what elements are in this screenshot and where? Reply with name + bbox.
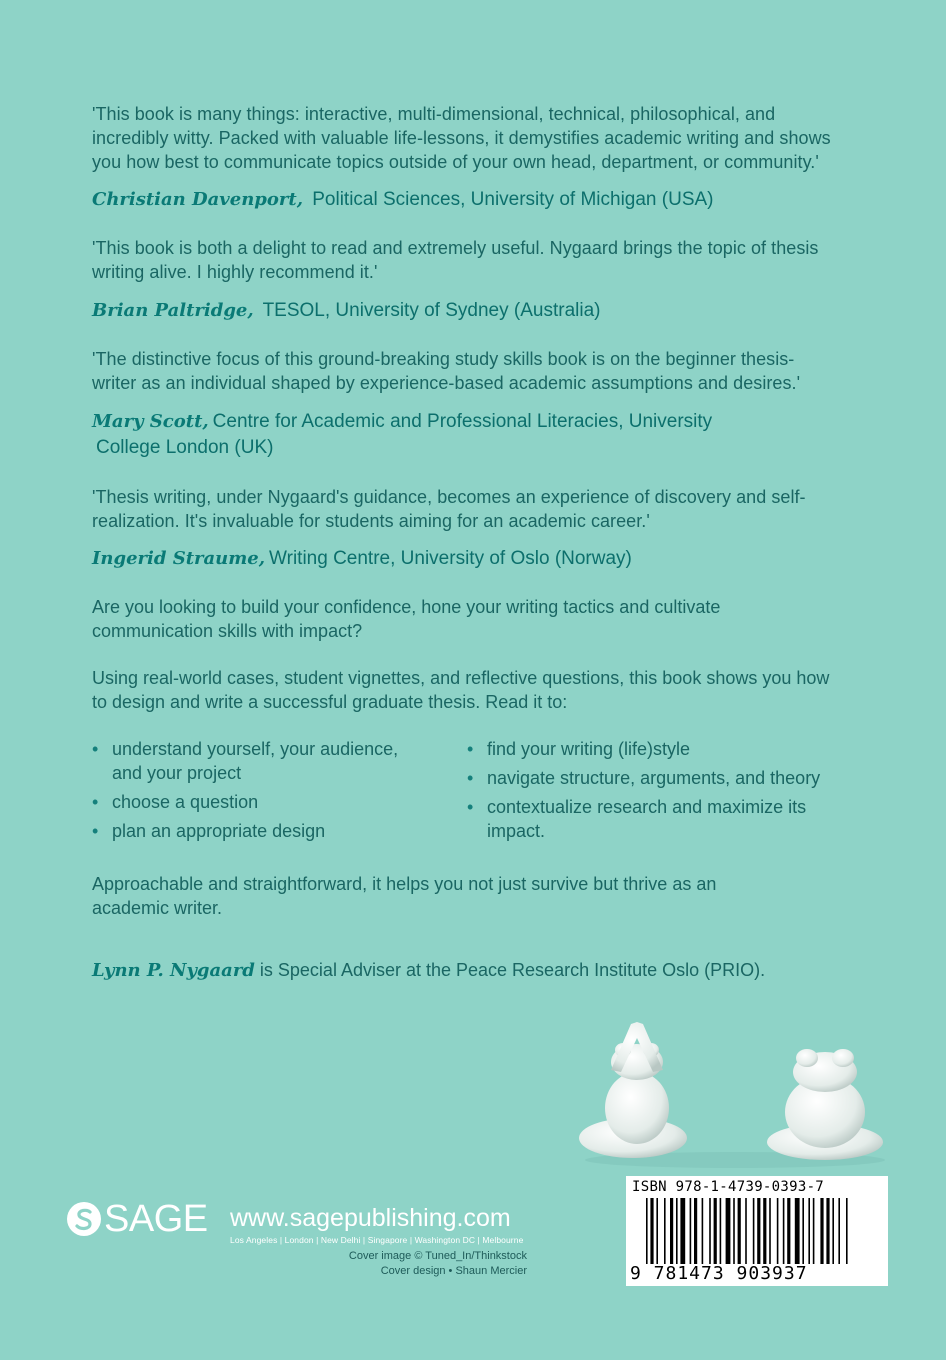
- bullet-list-left: [92, 737, 422, 848]
- barcode-bars: [646, 1198, 882, 1264]
- endorsement-quote-1: 'This book is many things: interactive, multi-dimensional, technical, philosophical, and incredibly witty. Packed with valuable life-lessons, it demystifies academic writing and shows you how best to communicate topics outside of your own head, department, or community.': [92, 104, 831, 172]
- endorser-affiliation: Writing Centre, University of Oslo (Norway): [269, 548, 632, 569]
- endorser-name: Ingerid Straume,: [92, 548, 266, 569]
- cover-image-credit: Cover image © Tuned_In/Thinkstock: [348, 1250, 527, 1262]
- endorser-name: Brian Paltridge,: [92, 300, 254, 321]
- bullet-icon: •: [92, 792, 99, 812]
- sage-logo-text: SAGE: [104, 1198, 208, 1240]
- barcode-digits: 9 781473 903937: [630, 1263, 808, 1284]
- bullet-icon: •: [467, 797, 474, 817]
- bullet-icon: •: [467, 739, 474, 759]
- endorser-name: Christian Davenport,: [92, 189, 303, 210]
- list-item: • choose a question: [92, 792, 259, 812]
- endorsement-quote-4: 'Thesis writing, under Nygaard's guidance, becomes an experience of discovery and self-realization. It's invaluable for students aiming for an academic career.': [92, 487, 806, 531]
- author-bio: [92, 958, 765, 983]
- endorser-affiliation: Centre for Academic and Professional Literacies, University: [212, 411, 713, 432]
- cover-design-credit: Cover design • Shaun Mercier: [380, 1265, 527, 1277]
- blurb-usage: Using real-world cases, student vignettes, and reflective questions, this book shows you how to design and write a successful graduate thesis. Read it to:: [92, 668, 830, 712]
- list-item: • find your writing (life)style: [467, 739, 691, 759]
- publisher-block: [66, 1198, 546, 1288]
- bullet-icon: •: [92, 821, 99, 841]
- list-item: • understand yourself, your audience, and your project: [92, 739, 399, 783]
- isbn-barcode: [626, 1176, 888, 1286]
- bullet-icon: •: [467, 768, 474, 788]
- list-item: • navigate structure, arguments, and theory: [467, 768, 821, 788]
- author-name: Lynn P. Nygaard: [92, 960, 255, 981]
- publisher-url[interactable]: www.sagepublishing.com: [230, 1204, 511, 1232]
- bullet-list-right: [467, 737, 837, 848]
- endorser-affiliation: Political Sciences, University of Michigan (USA): [312, 189, 714, 210]
- publisher-cities: Los Angeles | London | New Delhi | Singapore | Washington DC | Melbourne: [230, 1235, 524, 1245]
- endorsement-quote-2: 'This book is both a delight to read and extremely useful. Nygaard brings the topic of thesis writing alive. I highly recommend it.': [92, 238, 819, 282]
- yoga-frogs-image: [575, 1020, 895, 1170]
- list-item: • contextualize research and maximize its impact.: [467, 797, 807, 841]
- frog-left: [579, 1022, 687, 1158]
- author-bio-text: is Special Adviser at the Peace Research Institute Oslo (PRIO).: [254, 960, 766, 980]
- sage-logo-icon: [66, 1201, 102, 1237]
- endorsement-attribution-1: [92, 187, 852, 213]
- endorsement-attribution-2: [92, 298, 852, 324]
- endorser-name: Mary Scott,: [92, 411, 209, 432]
- blurb-closing: Approachable and straightforward, it helps you not just survive but thrive as an academic writer.: [92, 874, 717, 918]
- blurb-intro: Are you looking to build your confidence, hone your writing tactics and cultivate communication skills with impact?: [92, 597, 721, 641]
- list-item: • plan an appropriate design: [92, 821, 326, 841]
- bullet-icon: •: [92, 739, 99, 759]
- endorsement-attribution-3: [92, 409, 852, 461]
- endorser-affiliation-cont: College London (UK): [96, 437, 274, 458]
- endorser-affiliation: TESOL, University of Sydney (Australia): [262, 300, 601, 321]
- frog-right: [767, 1049, 883, 1160]
- endorsement-quote-3: 'The distinctive focus of this ground-breaking study skills book is on the beginner thesis-writer as an individual shaped by experience-based academic assumptions and desires.': [92, 349, 801, 393]
- endorsement-attribution-4: [92, 546, 852, 572]
- isbn-text: ISBN 978-1-4739-0393-7: [632, 1179, 825, 1195]
